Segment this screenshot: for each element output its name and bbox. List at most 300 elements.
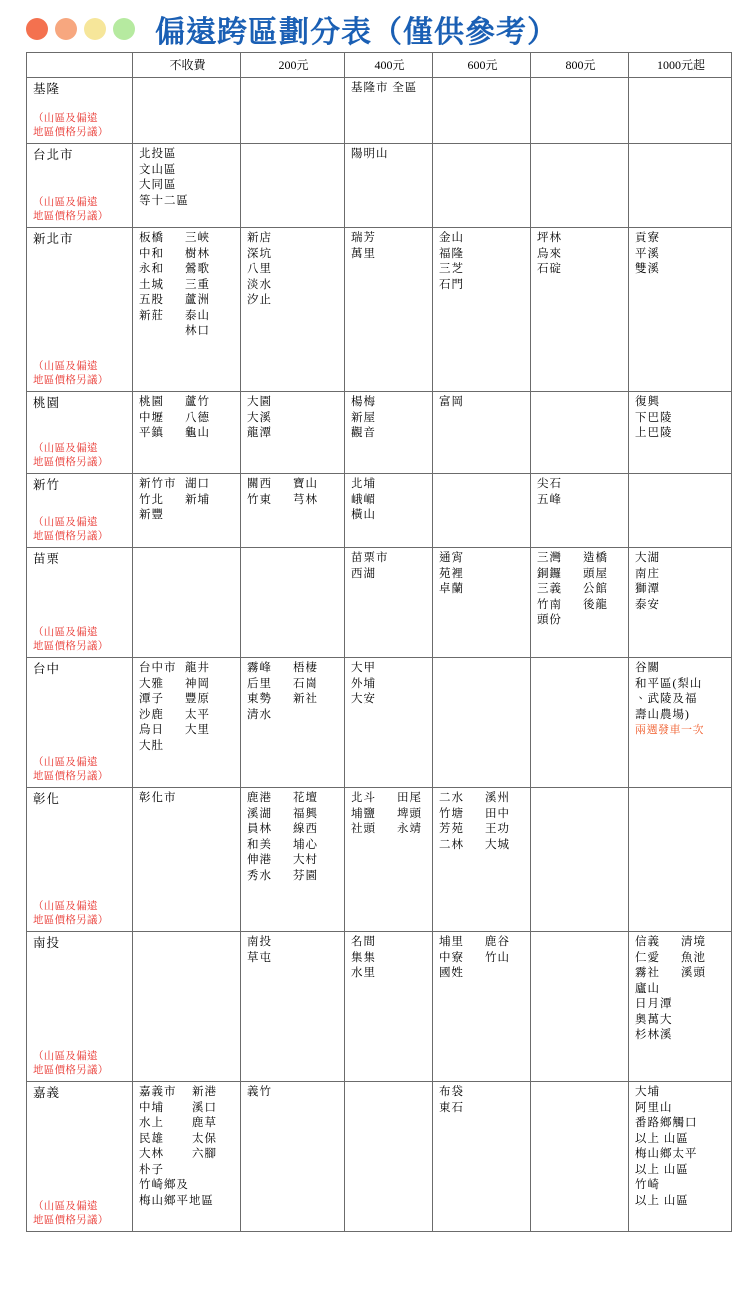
cell-column — [485, 935, 529, 982]
cell-column — [139, 395, 185, 442]
area-item: 彰化市 — [139, 792, 177, 804]
region-note: （山區及偏遠 地區價格另議） — [33, 361, 109, 386]
cell-column — [635, 1085, 698, 1209]
region-note: （山區及偏遠 地區價格另議） — [33, 757, 109, 782]
area-item: 二水 — [439, 792, 464, 804]
cell-column — [439, 395, 485, 411]
header-cell-1000: 1000元起 — [629, 53, 732, 78]
area-item: 竹崎 — [635, 1179, 660, 1191]
price-cell — [629, 788, 732, 932]
price-cell — [241, 474, 345, 548]
area-item: 六腳 — [192, 1148, 217, 1160]
area-item: 八德 — [185, 411, 210, 424]
price-cell — [345, 78, 433, 144]
area-item: 大安 — [351, 693, 376, 705]
area-item: 新店 — [247, 232, 272, 244]
area-item: 草屯 — [247, 951, 272, 964]
table-row — [27, 548, 732, 658]
cell-column — [439, 935, 485, 982]
price-cell — [531, 932, 629, 1082]
region-note: （山區及偏遠 地區價格另議） — [33, 517, 109, 542]
area-item: 文山區 — [139, 163, 177, 176]
area-item: 瑞芳 — [351, 232, 376, 244]
table-row — [27, 474, 732, 548]
area-item: 大湖 — [635, 552, 660, 564]
area-item: 富岡 — [439, 396, 464, 408]
area-item: 水上 — [139, 1117, 164, 1129]
cell-column — [537, 551, 583, 629]
cell-column — [139, 477, 185, 524]
price-cell — [433, 78, 531, 144]
area-item: 烏來 — [537, 247, 562, 260]
area-item: 集集 — [351, 951, 376, 964]
price-cell — [133, 474, 241, 548]
area-item: 橫山 — [351, 509, 376, 521]
area-item: 頭屋 — [583, 567, 608, 580]
orange-dot-icon — [26, 18, 48, 40]
area-item: 魚池 — [681, 951, 706, 964]
area-item: 南庄 — [635, 567, 660, 580]
price-cell — [433, 144, 531, 228]
price-cell — [531, 474, 629, 548]
area-item: 豐原 — [185, 693, 210, 705]
page-title: 偏遠跨區劃分表（僅供參考） — [155, 16, 558, 49]
region-note: （山區及偏遠 地區價格另議） — [33, 113, 109, 138]
price-cell — [629, 658, 732, 788]
region-price-table — [26, 52, 732, 1232]
area-item: 寶山 — [293, 478, 318, 490]
region-cell — [27, 658, 133, 788]
area-item: 湖口 — [185, 478, 210, 490]
table-body — [27, 78, 732, 1232]
area-item: 二林 — [439, 838, 464, 851]
area-item: 三峽 — [185, 232, 210, 244]
cell-column — [351, 395, 397, 442]
area-item: 三灣 — [537, 552, 562, 564]
cell-column — [583, 551, 627, 629]
cell-column — [439, 551, 485, 598]
price-cell — [345, 788, 433, 932]
table-row — [27, 228, 732, 392]
table-row — [27, 788, 732, 932]
area-item: 太保 — [192, 1132, 217, 1145]
cell-column — [293, 661, 337, 723]
area-item: 下巴陵 — [635, 411, 673, 424]
header-cell-free: 不收費 — [133, 53, 241, 78]
area-item: 三義 — [537, 583, 562, 595]
price-cell — [531, 548, 629, 658]
region-cell — [27, 78, 133, 144]
area-item: 梧棲 — [293, 662, 318, 674]
area-item: 后里 — [247, 677, 272, 690]
area-item: 東石 — [439, 1101, 464, 1114]
area-item: 陽明山 — [351, 148, 389, 160]
area-item: 大里 — [185, 724, 210, 736]
area-item: 中埔 — [139, 1101, 164, 1114]
price-cell — [433, 228, 531, 392]
area-item: 埔心 — [293, 838, 318, 851]
price-cell — [133, 144, 241, 228]
price-cell — [531, 392, 629, 474]
area-item: 新屋 — [351, 411, 376, 424]
area-item: 嘉義市 — [139, 1086, 177, 1098]
price-cell — [433, 1082, 531, 1232]
area-item: 太平 — [185, 708, 210, 721]
region-cell — [27, 392, 133, 474]
price-cell — [531, 658, 629, 788]
cell-column — [439, 231, 485, 293]
cell-column — [247, 1085, 293, 1101]
area-item: 社頭 — [351, 823, 376, 835]
price-cell — [433, 548, 531, 658]
cell-column — [635, 231, 681, 278]
cell-column — [139, 661, 185, 754]
header-cell-400: 400元 — [345, 53, 433, 78]
area-item: 後龍 — [583, 598, 608, 611]
area-item: 仁愛 — [635, 951, 660, 964]
region-cell — [27, 1082, 133, 1232]
region-note: （山區及偏遠 地區價格另議） — [33, 627, 109, 652]
area-item: 永靖 — [397, 823, 422, 835]
cell-column — [293, 477, 337, 508]
area-item: 南投 — [247, 936, 272, 948]
price-cell — [629, 78, 732, 144]
area-item: 溪口 — [192, 1101, 217, 1114]
price-cell — [531, 78, 629, 144]
area-item: 新港 — [192, 1086, 217, 1098]
area-item: 和美 — [247, 838, 272, 851]
area-item: 泰山 — [185, 309, 210, 322]
cell-column — [247, 791, 293, 884]
area-item: 芎林 — [293, 493, 318, 506]
price-cell — [433, 474, 531, 548]
price-cell — [345, 658, 433, 788]
area-item: 樹林 — [185, 247, 210, 260]
area-item: 奧萬大 — [635, 1013, 673, 1026]
area-item: 水里 — [351, 967, 376, 979]
area-item: 番路鄉觸口 — [635, 1117, 698, 1129]
area-item: 深坑 — [247, 247, 272, 260]
region-label: 基隆 — [33, 82, 61, 96]
area-item: 淡水 — [247, 278, 272, 291]
area-item: 新莊 — [139, 309, 164, 322]
region-label: 新竹 — [33, 478, 61, 492]
area-item: 王功 — [485, 823, 510, 835]
area-item: 芬園 — [293, 869, 318, 882]
table-row — [27, 658, 732, 788]
cell-column — [185, 395, 229, 442]
cell-column — [192, 1085, 236, 1209]
price-cell — [531, 788, 629, 932]
table-row — [27, 932, 732, 1082]
price-cell — [629, 1082, 732, 1232]
area-item: 卓蘭 — [439, 583, 464, 595]
area-item: 廬山 — [635, 982, 660, 995]
area-item: 五峰 — [537, 493, 562, 506]
cell-column — [185, 477, 229, 524]
price-cell — [629, 932, 732, 1082]
price-cell — [433, 658, 531, 788]
cell-column — [185, 231, 229, 340]
region-cell — [27, 788, 133, 932]
area-item: 五股 — [139, 294, 164, 306]
area-item: 貢寮 — [635, 232, 660, 244]
cell-column — [635, 551, 681, 613]
area-item: 以上 山區 — [635, 1194, 689, 1207]
area-item: 林口 — [185, 325, 210, 337]
cell-column — [139, 231, 185, 340]
area-item: 和平區(梨山 — [635, 677, 703, 690]
area-item: 日月潭 — [635, 998, 673, 1010]
area-item: 雙溪 — [635, 263, 660, 275]
area-item: 通宵 — [439, 552, 464, 564]
region-cell — [27, 932, 133, 1082]
price-cell — [531, 1082, 629, 1232]
cell-column — [351, 477, 397, 524]
area-item: 平鎮 — [139, 427, 164, 439]
area-item: 龜山 — [185, 427, 210, 439]
price-cell — [433, 392, 531, 474]
area-item: 鹿港 — [247, 792, 272, 804]
region-note: （山區及偏遠 地區價格另議） — [33, 443, 109, 468]
area-item: 大埔 — [635, 1086, 660, 1098]
area-item: 大同區 — [139, 179, 177, 191]
area-item: 中寮 — [439, 951, 464, 964]
area-item: 蘆竹 — [185, 396, 210, 408]
header-cell-600: 600元 — [433, 53, 531, 78]
area-item: 石崗 — [293, 677, 318, 690]
area-item: 谷關 — [635, 662, 660, 674]
cell-column — [537, 231, 583, 278]
price-cell — [531, 228, 629, 392]
area-item: 三重 — [185, 278, 210, 291]
price-cell — [345, 474, 433, 548]
area-item: 田中 — [485, 807, 510, 820]
area-item: 秀水 — [247, 869, 272, 882]
area-item: 大雅 — [139, 677, 164, 690]
area-item: 板橋 — [139, 232, 164, 244]
price-cell — [345, 1082, 433, 1232]
area-item: 清水 — [247, 708, 272, 721]
cell-column — [397, 791, 441, 838]
area-item: 北斗 — [351, 792, 376, 804]
area-item: 溪州 — [485, 792, 510, 804]
area-item: 龍井 — [185, 662, 210, 674]
table-container — [0, 52, 750, 1232]
table-row — [27, 392, 732, 474]
area-item: 關西 — [247, 478, 272, 490]
area-item: 竹南 — [537, 598, 562, 611]
area-item: 杉林溪 — [635, 1029, 673, 1041]
area-item: 竹塘 — [439, 807, 464, 820]
region-label: 台北市 — [33, 148, 74, 162]
area-item: 北投區 — [139, 148, 177, 160]
price-cell — [345, 144, 433, 228]
area-item: 蘆洲 — [185, 294, 210, 306]
area-item: 銅鑼 — [537, 567, 562, 580]
area-item: 民雄 — [139, 1132, 164, 1145]
region-cell — [27, 548, 133, 658]
area-item: 竹崎鄉及 — [139, 1179, 189, 1191]
table-row — [27, 144, 732, 228]
table-header-row — [27, 53, 732, 78]
cell-column — [635, 661, 702, 723]
header-cell-200: 200元 — [241, 53, 345, 78]
area-item: 伸港 — [247, 854, 272, 866]
area-item: 台中市 — [139, 662, 177, 674]
region-cell — [27, 228, 133, 392]
area-item: 上巴陵 — [635, 427, 673, 439]
area-item: 獅潭 — [635, 583, 660, 595]
cell-column — [351, 935, 397, 982]
area-item: 造橋 — [583, 552, 608, 564]
area-item: 峨嵋 — [351, 493, 376, 506]
cell-column — [537, 477, 583, 508]
price-cell — [241, 658, 345, 788]
area-item: 大肚 — [139, 739, 164, 752]
region-label: 苗栗 — [33, 552, 61, 566]
price-cell — [241, 144, 345, 228]
cell-column — [439, 791, 485, 853]
area-item: 阿里山 — [635, 1101, 673, 1114]
cell-column — [439, 1085, 485, 1116]
cell-column — [139, 791, 185, 807]
area-item: 竹北 — [139, 493, 164, 506]
area-item: 溪頭 — [681, 967, 706, 979]
area-item: 外埔 — [351, 677, 376, 690]
area-item: 鹿草 — [192, 1117, 217, 1129]
area-item: 土城 — [139, 278, 164, 291]
green-dot-icon — [113, 18, 135, 40]
area-item: 苗栗市 — [351, 552, 389, 564]
price-cell — [433, 788, 531, 932]
area-item: 大溪 — [247, 411, 272, 424]
area-item: 泰安 — [635, 598, 660, 611]
price-cell — [241, 788, 345, 932]
region-label: 桃園 — [33, 396, 61, 410]
area-item: 溪湖 — [247, 807, 272, 820]
region-note: （山區及偏遠 地區價格另議） — [33, 1201, 109, 1226]
cell-column — [351, 661, 397, 708]
area-item: 國姓 — [439, 967, 464, 979]
table-row — [27, 1082, 732, 1232]
area-item: 中壢 — [139, 411, 164, 424]
region-label: 彰化 — [33, 792, 61, 806]
cell-column — [351, 791, 397, 838]
cell-column — [247, 661, 293, 723]
price-cell — [133, 228, 241, 392]
price-cell — [133, 788, 241, 932]
area-item: 新社 — [293, 693, 318, 705]
cell-column — [247, 395, 293, 442]
area-item: 東勢 — [247, 693, 272, 705]
area-item: 大甲 — [351, 662, 376, 674]
price-cell — [629, 144, 732, 228]
area-item: 尖石 — [537, 478, 562, 490]
region-label: 南投 — [33, 936, 61, 950]
price-cell — [433, 932, 531, 1082]
region-cell — [27, 474, 133, 548]
cell-column — [351, 231, 397, 262]
area-item: 竹山 — [485, 951, 510, 964]
header-cell-region — [27, 53, 133, 78]
area-item: 楊梅 — [351, 396, 376, 408]
cell-column — [185, 661, 229, 754]
area-item: 復興 — [635, 396, 660, 408]
cell-column — [247, 477, 293, 508]
schedule-warning: 兩週發車一次 — [635, 724, 704, 736]
region-cell — [27, 144, 133, 228]
page-header — [0, 0, 750, 52]
area-item: 基隆市 全區 — [351, 82, 418, 94]
area-item: 公館 — [583, 583, 608, 595]
area-item: 大村 — [293, 854, 318, 866]
header-cell-800: 800元 — [531, 53, 629, 78]
color-dots — [26, 18, 135, 40]
area-item: 福興 — [293, 807, 318, 820]
price-cell — [241, 228, 345, 392]
area-item: 苑裡 — [439, 567, 464, 580]
area-item: 金山 — [439, 232, 464, 244]
cell-column — [247, 231, 293, 309]
region-note: （山區及偏遠 地區價格另議） — [33, 901, 109, 926]
area-item: 霧社 — [635, 967, 660, 979]
area-item: 以上 山區 — [635, 1132, 689, 1145]
area-item: 大林 — [139, 1148, 164, 1160]
area-item: 福隆 — [439, 247, 464, 260]
price-cell — [531, 144, 629, 228]
area-item: 西湖 — [351, 567, 376, 580]
area-item: 田尾 — [397, 792, 422, 804]
area-item: 埔鹽 — [351, 807, 376, 820]
area-item: 埔里 — [439, 936, 464, 948]
price-cell — [345, 228, 433, 392]
price-cell — [241, 1082, 345, 1232]
area-item: 梅山鄉太平 — [635, 1148, 698, 1160]
area-item: 汐止 — [247, 294, 272, 306]
area-item: 三芝 — [439, 263, 464, 275]
area-item: 員林 — [247, 823, 272, 835]
area-item: 義竹 — [247, 1086, 272, 1098]
area-item: 中和 — [139, 247, 164, 260]
price-cell — [241, 78, 345, 144]
price-cell — [241, 932, 345, 1082]
price-cell — [629, 548, 732, 658]
cell-column — [351, 551, 397, 582]
region-label: 嘉義 — [33, 1086, 61, 1100]
area-item: 新豐 — [139, 509, 164, 521]
price-cell — [133, 392, 241, 474]
area-item: 大城 — [485, 838, 510, 851]
cell-column — [681, 935, 725, 1044]
area-item: 永和 — [139, 263, 164, 275]
area-item: 大園 — [247, 396, 272, 408]
area-item: 、武陵及福 — [635, 693, 698, 705]
area-item: 八里 — [247, 263, 272, 275]
region-label: 台中 — [33, 662, 61, 676]
cell-column — [247, 935, 293, 966]
area-item: 頭份 — [537, 614, 562, 626]
area-item: 線西 — [293, 823, 318, 835]
area-item: 龍潭 — [247, 427, 272, 439]
price-cell — [345, 548, 433, 658]
price-cell — [133, 932, 241, 1082]
area-item: 花壇 — [293, 792, 318, 804]
area-item: 新埔 — [185, 493, 210, 506]
area-item: 北埔 — [351, 478, 376, 490]
area-item: 平溪 — [635, 247, 660, 260]
cell-column — [293, 791, 337, 884]
